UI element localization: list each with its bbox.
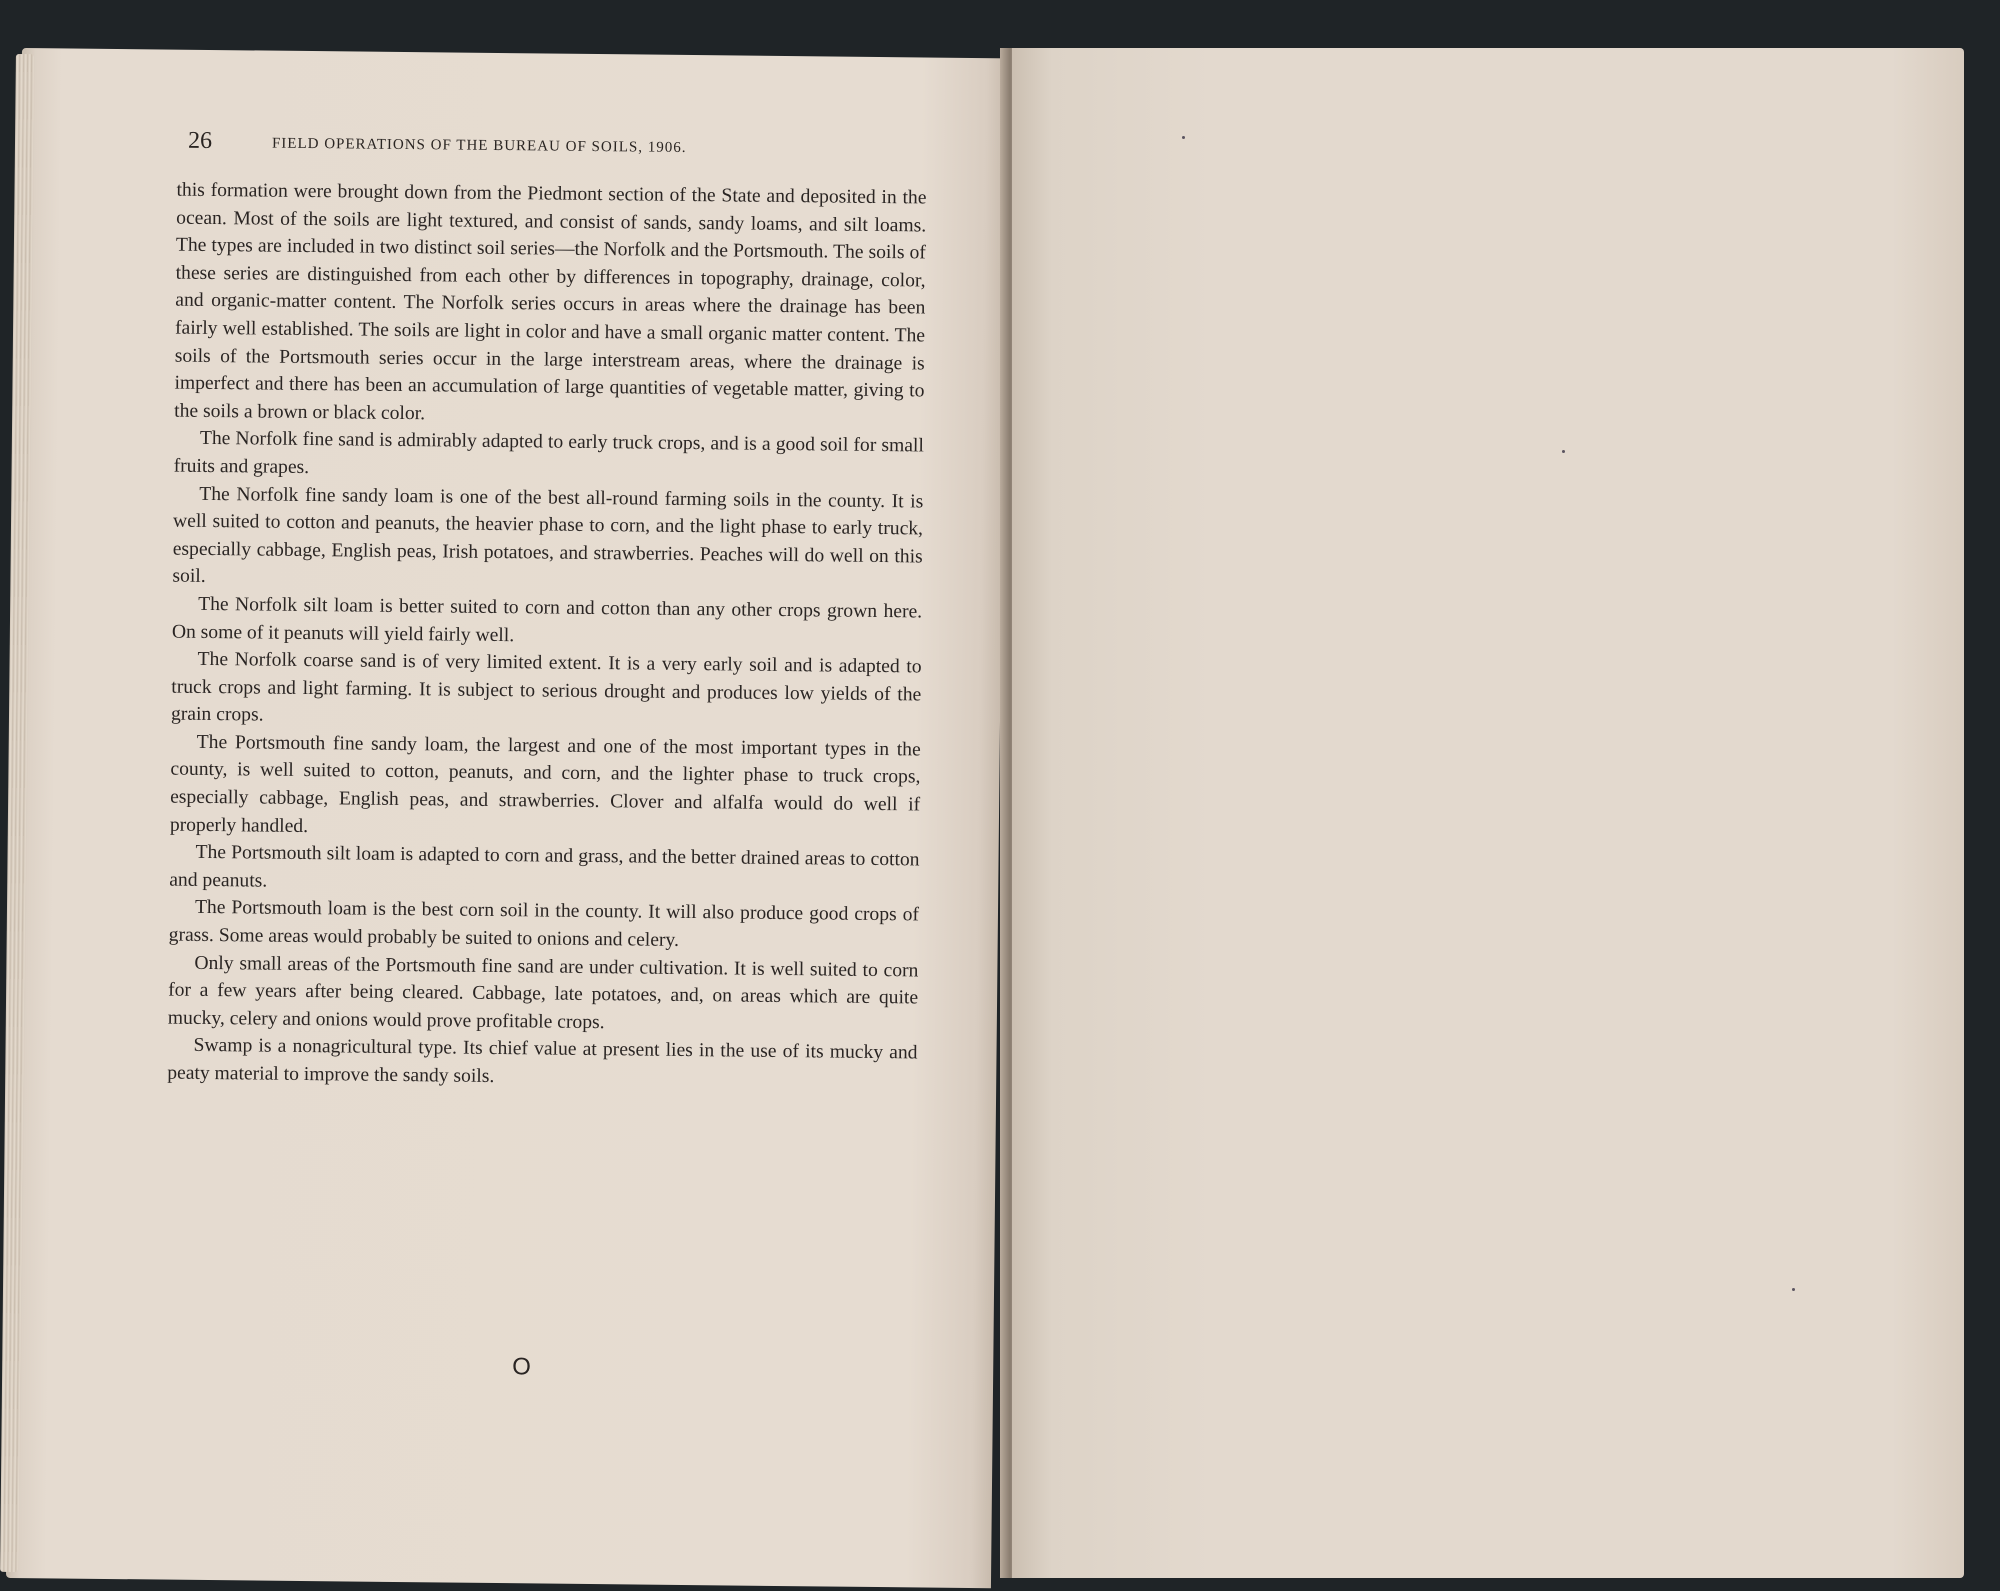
paragraph: Swamp is a nonagricultural type. Its chief value at present lies in the use of its mucky and peaty material to improve the sandy soils. — [167, 1035, 918, 1088]
paragraph: The Norfolk fine sand is admirably adapted to early truck crops, and is a good soil for small fruits and grapes. — [173, 428, 924, 478]
paragraph: The Norfolk silt loam is better suited to corn and cotton than any other crops grown here. On some of it peanuts will yield fairly well. — [171, 593, 923, 646]
left-page — [6, 48, 1007, 1588]
paper-speck — [1792, 1288, 1795, 1291]
paragraph: The Norfolk coarse sand is of very limited extent. It is a very early soil and is adapted to truck crops and light farming. It is subject to serious drought and produces low yields of the grain crops. — [170, 648, 922, 726]
right-page-blank — [1012, 48, 1964, 1578]
paper-speck — [1562, 450, 1565, 453]
paragraph: The Portsmouth loam is the best corn soil in the county. It will also produce good crops of grass. Some areas would probably be suited to onions and celery. — [168, 897, 920, 951]
running-head-title: FIELD OPERATIONS OF THE BUREAU OF SOILS, 1906. — [271, 135, 687, 156]
paragraph: The Portsmouth silt loam is adapted to corn and grass, and the better drained areas to cotton and peanuts. — [169, 842, 920, 892]
running-head — [188, 128, 868, 165]
paragraph: The Norfolk fine sandy loam is one of the best all-round farming soils in the county. It is well suited to cotton and peanuts, the heavier phase to corn, and the light phase to early truck, especially cabbage, English peas, Irish potatoes, and strawberries. Peaches will do well on this soil. — [172, 483, 924, 588]
paper-speck — [1182, 136, 1185, 139]
page-number: 26 — [187, 127, 213, 154]
paragraph: Only small areas of the Portsmouth fine sand are under cultivation. It is well suited to corn for a few years after being cleared. Cabbage, late potatoes, and, on areas which are quite mucky, celery and onions would prove profitable crops. — [167, 952, 919, 1033]
body-text — [167, 177, 926, 1095]
open-book — [22, 48, 1964, 1578]
paragraph: The Portsmouth fine sandy loam, the largest and one of the most important types in the county, is well suited to cotton, peanuts, and corn, and the lighter phase to truck crops, especially cabbage, English peas, and strawberries. Clover and alfalfa would do well if properly handled. — [169, 731, 921, 837]
end-mark: O — [512, 1353, 532, 1381]
paragraph: this formation were brought down from the Piedmont section of the State and deposited in the ocean. Most of the soils are light textured, and consist of sands, sandy loams, and silt loams. The types are included in two distinct soil series—the Norfolk and the Portsmouth. The soils of these series are distinguished from each other by differences in topography, drainage, color, and organic-matter content. The Norfolk series occurs in areas where the drainage has been fairly well established. The soils are light in color and have a small organic matter content. The soils of the Portsmouth series occur in the large interstream areas, where the drainage is imperfect and there has been an accumulation of large quantities of vegetable matter, giving to the soils a brown or black color. — [174, 179, 927, 424]
page-edges — [0, 54, 34, 1572]
